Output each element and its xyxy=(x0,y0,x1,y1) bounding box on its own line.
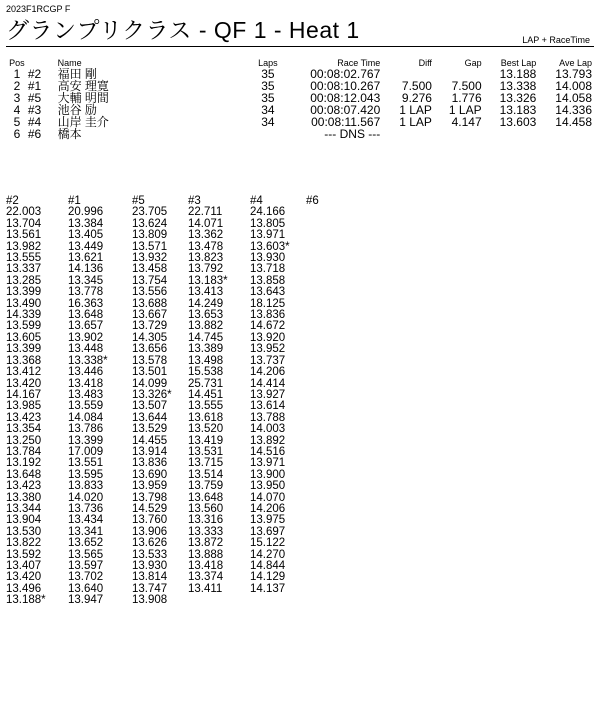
result-diff xyxy=(380,128,432,140)
lap-time: 14.414 xyxy=(250,377,286,390)
lap-time: 13.657 xyxy=(68,320,104,333)
lap-time: 13.715 xyxy=(188,457,224,470)
lap-time: 13.792 xyxy=(188,263,224,276)
lap-time: 13.892 xyxy=(250,434,286,447)
lap-time: 13.560 xyxy=(188,502,224,515)
lap-time: 13.690 xyxy=(132,468,168,481)
lap-time: 13.490 xyxy=(6,297,42,310)
lap-time: 22.003 xyxy=(6,206,42,219)
lap-time: 13.551 xyxy=(68,457,104,470)
lap-time: 13.501 xyxy=(132,366,168,379)
lap-time: 17.009 xyxy=(68,445,104,458)
result-name: 橋本 xyxy=(57,127,82,141)
lap-time: 13.368 xyxy=(6,354,42,367)
lap-column-header: #1 xyxy=(68,195,81,207)
result-laps xyxy=(245,128,291,140)
result-name: 大輔 明間 xyxy=(57,91,109,105)
lap-time: 13.947 xyxy=(68,594,104,607)
lap-time: 13.597 xyxy=(68,560,104,572)
lap-time: 13.326* xyxy=(132,388,172,401)
lap-time: 13.882 xyxy=(188,320,224,333)
lap-time: 15.122 xyxy=(250,537,286,550)
lap-time: 14.084 xyxy=(68,411,104,424)
lap-time: 13.192 xyxy=(6,457,42,470)
lap-time: 13.914 xyxy=(132,445,168,458)
lap-time: 13.904 xyxy=(6,514,42,527)
race-title: グランプリクラス - QF 1 - Heat 1 xyxy=(6,17,360,43)
lap-time: 13.530 xyxy=(6,525,42,538)
lap-time: 18.125 xyxy=(250,297,286,310)
result-pos: 1 xyxy=(13,67,21,81)
result-pos: 4 xyxy=(13,103,21,117)
lap-time: 24.166 xyxy=(250,206,286,219)
lap-time: 13.250 xyxy=(6,434,42,447)
result-diff: 1 LAP xyxy=(399,103,432,117)
lap-time: 14.070 xyxy=(250,491,286,504)
result-ave-lap: 14.458 xyxy=(555,115,592,129)
lap-time: 13.316 xyxy=(188,514,224,527)
col-ave-lap: Ave Lap xyxy=(559,58,592,68)
lap-time: 13.483 xyxy=(68,388,104,401)
lap-time: 13.760 xyxy=(132,514,168,527)
lap-time: 13.950 xyxy=(250,480,286,493)
lap-time: 13.362 xyxy=(188,229,224,242)
lap-time: 13.399 xyxy=(68,434,104,447)
lap-time: 13.420 xyxy=(6,571,42,584)
lap-time: 13.836 xyxy=(250,309,286,322)
result-gap: 7.500 xyxy=(451,79,482,93)
col-best-lap: Best Lap xyxy=(500,58,537,68)
col-diff: Diff xyxy=(418,58,432,68)
result-ave-lap: 14.058 xyxy=(555,91,592,105)
result-best-lap: 13.326 xyxy=(499,91,537,105)
lap-column-header: #6 xyxy=(306,195,319,207)
result-best-lap: 13.183 xyxy=(499,103,537,117)
lap-time: 13.643 xyxy=(250,286,286,299)
lap-time: 23.705 xyxy=(132,206,168,219)
lap-time: 13.920 xyxy=(250,331,286,344)
result-pos: 5 xyxy=(13,115,21,129)
lap-time: 14.167 xyxy=(6,388,42,401)
col-pos: Pos xyxy=(9,58,25,68)
lap-column-header: #4 xyxy=(250,195,263,207)
lap-time: 14.129 xyxy=(250,571,286,584)
lap-time: 14.249 xyxy=(188,297,224,310)
lap-time: 13.975 xyxy=(250,514,286,527)
lap-time: 13.614 xyxy=(250,400,286,413)
lap-time: 14.137 xyxy=(250,582,286,595)
lap-time: 13.652 xyxy=(68,537,104,550)
lap-time: 13.496 xyxy=(6,582,42,595)
lap-time: 14.270 xyxy=(250,548,286,561)
lap-time: 13.399 xyxy=(6,343,42,356)
col-name: Name xyxy=(57,58,82,68)
result-ave-lap xyxy=(536,128,592,140)
lap-time: 13.858 xyxy=(250,274,286,287)
lap-time: 14.305 xyxy=(132,331,168,344)
result-diff: 9.276 xyxy=(401,91,432,105)
lap-time: 13.412 xyxy=(6,366,42,379)
lap-time: 13.423 xyxy=(6,411,42,424)
lap-time: 13.603* xyxy=(250,240,290,253)
result-best-lap: 13.603 xyxy=(499,115,537,129)
result-pos: 2 xyxy=(13,79,21,93)
col-laps: Laps xyxy=(258,58,278,68)
result-no: #5 xyxy=(27,91,42,105)
lap-time: 13.718 xyxy=(250,263,286,276)
lap-time: 13.959 xyxy=(132,480,168,493)
result-race-time: 00:08:07.420 xyxy=(310,103,381,117)
lap-time: 13.906 xyxy=(132,525,168,538)
result-no: #3 xyxy=(27,103,42,117)
result-race-time: --- DNS --- xyxy=(324,127,381,141)
lap-time: 13.786 xyxy=(68,423,104,436)
lap-time: 13.833 xyxy=(68,480,104,493)
result-diff: 7.500 xyxy=(401,79,432,93)
lap-time: 13.605 xyxy=(6,331,42,344)
lap-time: 13.648 xyxy=(68,309,104,322)
lap-column-header: #5 xyxy=(132,195,145,207)
lap-column xyxy=(188,196,228,595)
lap-time: 13.729 xyxy=(132,320,168,333)
lap-time: 13.407 xyxy=(6,560,42,572)
result-race-time: 00:08:12.043 xyxy=(310,91,381,105)
lap-time: 13.888 xyxy=(188,548,224,561)
lap-time: 13.621 xyxy=(68,252,104,265)
lap-column-header: #2 xyxy=(6,195,19,207)
lap-time: 13.872 xyxy=(188,537,224,550)
lap-time: 14.099 xyxy=(132,377,168,390)
result-pos: 3 xyxy=(13,91,21,105)
lap-time: 13.555 xyxy=(188,400,224,413)
lap-time: 13.982 xyxy=(6,240,42,253)
lap-time: 13.985 xyxy=(6,400,42,413)
lap-column-header: #3 xyxy=(188,195,201,207)
col-race-time: Race Time xyxy=(337,58,381,68)
result-best-lap: 13.188 xyxy=(499,67,537,81)
lap-time: 13.836 xyxy=(132,457,168,470)
lap-column xyxy=(6,196,46,607)
lap-time: 13.902 xyxy=(68,331,104,344)
lap-time: 13.653 xyxy=(188,309,224,322)
lap-time: 13.754 xyxy=(132,274,168,287)
lap-time: 13.809 xyxy=(132,229,168,242)
result-name: 山岸 圭介 xyxy=(57,115,109,129)
lap-time: 13.814 xyxy=(132,571,168,584)
lap-time: 13.656 xyxy=(132,343,168,356)
result-race-time: 00:08:02.767 xyxy=(310,67,381,81)
lap-time: 13.380 xyxy=(6,491,42,504)
lap-time: 14.206 xyxy=(250,502,286,515)
lap-time: 13.354 xyxy=(6,423,42,436)
result-no: #2 xyxy=(27,67,42,81)
lap-time: 13.520 xyxy=(188,423,224,436)
event-subtitle: 2023F1RCGP F xyxy=(6,4,71,14)
lap-column xyxy=(250,196,290,595)
lap-time: 13.531 xyxy=(188,445,224,458)
lap-time: 13.571 xyxy=(132,240,168,253)
lap-time: 13.805 xyxy=(250,217,286,230)
lap-time: 14.206 xyxy=(250,366,286,379)
lap-column xyxy=(132,196,172,607)
lap-time: 13.644 xyxy=(132,411,168,424)
lap-time: 13.344 xyxy=(6,502,42,515)
lap-time: 13.778 xyxy=(68,286,104,299)
lap-time: 14.136 xyxy=(68,263,104,276)
header-divider xyxy=(6,46,594,47)
result-laps: 34 xyxy=(261,115,275,129)
result-laps: 34 xyxy=(261,103,275,117)
lap-time: 13.648 xyxy=(6,468,42,481)
lap-time: 16.363 xyxy=(68,297,104,310)
lap-time: 13.971 xyxy=(250,229,286,242)
lap-time: 13.736 xyxy=(68,502,104,515)
lap-time: 13.183* xyxy=(188,274,228,287)
lap-time: 13.971 xyxy=(250,457,286,470)
lap-time: 13.188* xyxy=(6,594,46,607)
display-mode: LAP + RaceTime xyxy=(522,35,590,45)
result-name: 高安 理寛 xyxy=(57,79,109,93)
lap-time: 13.285 xyxy=(6,274,42,287)
lap-column xyxy=(306,196,319,207)
lap-time: 13.592 xyxy=(6,548,42,561)
lap-time: 13.759 xyxy=(188,480,224,493)
result-laps: 35 xyxy=(261,91,275,105)
lap-time: 13.420 xyxy=(6,377,42,390)
lap-time: 13.952 xyxy=(250,343,286,356)
lap-time: 13.624 xyxy=(132,217,168,230)
lap-time: 13.458 xyxy=(132,263,168,276)
lap-time: 13.737 xyxy=(250,354,286,367)
lap-time: 13.556 xyxy=(132,286,168,299)
result-ave-lap: 14.336 xyxy=(555,103,592,117)
lap-time: 13.341 xyxy=(68,525,104,538)
lap-time: 14.071 xyxy=(188,217,224,230)
result-name: 池谷 励 xyxy=(57,103,97,117)
result-gap: 1 LAP xyxy=(448,103,482,117)
lap-time: 13.704 xyxy=(6,217,42,230)
lap-time: 13.418 xyxy=(188,560,224,572)
lap-time: 13.822 xyxy=(6,537,42,550)
lap-time: 13.908 xyxy=(132,594,168,607)
lap-time: 22.711 xyxy=(188,206,223,219)
lap-time: 25.731 xyxy=(188,377,224,390)
lap-time: 13.418 xyxy=(68,377,104,390)
lap-time: 14.745 xyxy=(188,331,224,344)
lap-time: 13.419 xyxy=(188,434,224,447)
result-ave-lap: 13.793 xyxy=(555,67,592,81)
result-race-time: 00:08:10.267 xyxy=(310,79,381,93)
result-ave-lap: 14.008 xyxy=(555,79,592,93)
lap-time: 13.399 xyxy=(6,286,42,299)
result-no: #6 xyxy=(27,127,42,141)
lap-time: 13.798 xyxy=(132,491,168,504)
lap-time: 13.434 xyxy=(68,514,104,527)
lap-time: 13.626 xyxy=(132,537,168,550)
lap-time: 13.930 xyxy=(250,252,286,265)
lap-time: 13.423 xyxy=(6,480,42,493)
lap-time: 13.345 xyxy=(68,274,104,287)
lap-time: 13.702 xyxy=(68,571,104,584)
lap-time: 13.561 xyxy=(6,229,42,242)
lap-time: 14.529 xyxy=(132,502,168,515)
result-race-time: 00:08:11.567 xyxy=(311,115,381,129)
lap-column xyxy=(68,196,108,607)
lap-time: 14.020 xyxy=(68,491,104,504)
lap-time: 13.578 xyxy=(132,354,168,367)
lap-time: 13.448 xyxy=(68,343,104,356)
lap-time: 13.555 xyxy=(6,252,42,265)
lap-time: 13.784 xyxy=(6,445,42,458)
lap-time: 13.747 xyxy=(132,582,168,595)
lap-time: 13.333 xyxy=(188,525,224,538)
lap-time: 13.413 xyxy=(188,286,224,299)
result-gap: 1.776 xyxy=(451,91,482,105)
result-no: #1 xyxy=(27,79,42,93)
lap-time: 13.337 xyxy=(6,263,42,276)
lap-time: 13.599 xyxy=(6,320,42,333)
lap-time: 14.672 xyxy=(250,320,286,333)
lap-time: 13.688 xyxy=(132,297,168,310)
lap-time: 13.788 xyxy=(250,411,286,424)
lap-time: 14.339 xyxy=(6,309,42,322)
lap-time: 13.446 xyxy=(68,366,104,379)
lap-time: 14.844 xyxy=(250,560,286,572)
col-gap: Gap xyxy=(464,58,482,68)
result-gap xyxy=(432,128,482,140)
lap-time: 14.003 xyxy=(250,423,286,436)
result-row xyxy=(6,116,592,128)
lap-time: 20.996 xyxy=(68,206,104,219)
lap-time: 13.449 xyxy=(68,240,104,253)
result-laps: 35 xyxy=(261,67,275,81)
lap-time: 13.618 xyxy=(188,411,224,424)
lap-time: 13.900 xyxy=(250,468,286,481)
lap-time: 13.498 xyxy=(188,354,224,367)
lap-time: 13.595 xyxy=(68,468,104,481)
lap-time: 13.533 xyxy=(132,548,168,561)
result-laps: 35 xyxy=(261,79,275,93)
lap-time: 13.697 xyxy=(250,525,286,538)
result-gap: 4.147 xyxy=(451,115,482,129)
lap-time: 13.374 xyxy=(188,571,224,584)
result-best-lap: 13.338 xyxy=(499,79,537,93)
lap-time: 13.529 xyxy=(132,423,168,436)
results-body xyxy=(6,68,592,140)
lap-time: 13.507 xyxy=(132,400,168,413)
lap-time: 13.384 xyxy=(68,217,104,230)
lap-time: 13.927 xyxy=(250,388,286,401)
result-best-lap xyxy=(482,128,537,140)
result-no: #4 xyxy=(27,115,42,129)
lap-time: 13.648 xyxy=(188,491,224,504)
lap-time: 13.389 xyxy=(188,343,224,356)
lap-time: 13.405 xyxy=(68,229,104,242)
lap-time: 13.559 xyxy=(68,400,104,413)
lap-time: 13.667 xyxy=(132,309,168,322)
lap-time: 13.640 xyxy=(68,582,104,595)
results-table xyxy=(6,58,592,140)
result-row xyxy=(6,128,592,140)
lap-time: 13.565 xyxy=(68,548,104,561)
lap-time: 13.338* xyxy=(68,354,108,367)
result-diff: 1 LAP xyxy=(399,115,432,129)
lap-time: 14.455 xyxy=(132,434,168,447)
lap-time: 13.411 xyxy=(188,582,223,595)
lap-time: 13.930 xyxy=(132,560,168,572)
lap-time: 13.823 xyxy=(188,252,224,265)
lap-time: 14.516 xyxy=(250,445,286,458)
lap-time: 14.451 xyxy=(188,388,224,401)
lap-time: 15.538 xyxy=(188,366,224,379)
result-name: 福田 剛 xyxy=(57,67,97,81)
lap-time: 13.932 xyxy=(132,252,168,265)
result-pos: 6 xyxy=(13,127,21,141)
lap-time: 13.478 xyxy=(188,240,224,253)
lap-time: 13.514 xyxy=(188,468,224,481)
